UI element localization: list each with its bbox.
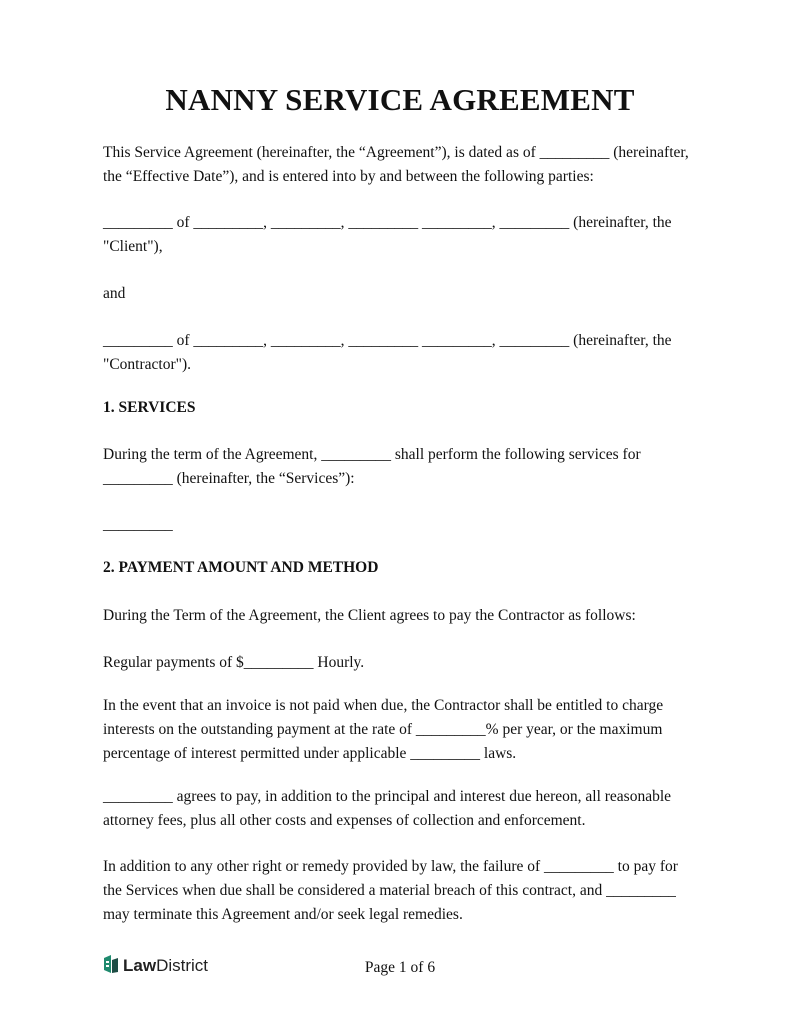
section-heading-services: 1. SERVICES	[103, 399, 196, 416]
services-blank: _________	[103, 516, 173, 533]
and-line: and	[103, 285, 126, 302]
interest-line-2: interests on the outstanding payment at the rate of _________% per year, or the maximum	[103, 721, 663, 738]
breach-line-2: the Services when due shall be considered a material breach of this contract, and _________	[103, 882, 676, 899]
intro-line-2: the “Effective Date”), and is entered into by and between the following parties:	[103, 168, 594, 185]
logo-district: District	[156, 956, 209, 975]
client-line-2: "Client"),	[103, 238, 163, 255]
fees-line-2: attorney fees, plus all other costs and expenses of collection and enforcement.	[103, 812, 586, 829]
services-line-1: During the term of the Agreement, _________ shall perform the following services for	[103, 446, 641, 463]
breach-line-1: In addition to any other right or remedy provided by law, the failure of _________ to pay for	[103, 858, 678, 875]
regular-payments: Regular payments of $_________ Hourly.	[103, 654, 365, 671]
payment-intro: During the Term of the Agreement, the Client agrees to pay the Contractor as follows:	[103, 607, 636, 624]
contractor-line-1: _________ of _________, _________, _________ _________, _________ (hereinafter, the	[103, 332, 672, 349]
breach-line-3: may terminate this Agreement and/or seek legal remedies.	[103, 906, 463, 923]
interest-line-1: In the event that an invoice is not paid when due, the Contractor shall be entitled to charge	[103, 697, 664, 714]
contractor-line-2: "Contractor").	[103, 356, 191, 373]
services-line-2: _________ (hereinafter, the “Services”):	[103, 470, 355, 487]
fees-line-1: _________ agrees to pay, in addition to the principal and interest due hereon, all reasonable	[103, 788, 672, 805]
page-number: Page 1 of 6	[364, 959, 436, 976]
logo-law: Law	[123, 956, 157, 975]
interest-line-3: percentage of interest permitted under applicable _________ laws.	[103, 745, 517, 762]
client-line-1: _________ of _________, _________, _________ _________, _________ (hereinafter, the	[103, 214, 672, 231]
document-title: NANNY SERVICE AGREEMENT	[165, 82, 635, 117]
section-heading-payment: 2. PAYMENT AMOUNT AND METHOD	[103, 559, 379, 576]
intro-line-1: This Service Agreement (hereinafter, the “Agreement”), is dated as of _________ (hereinafter,	[103, 144, 689, 161]
